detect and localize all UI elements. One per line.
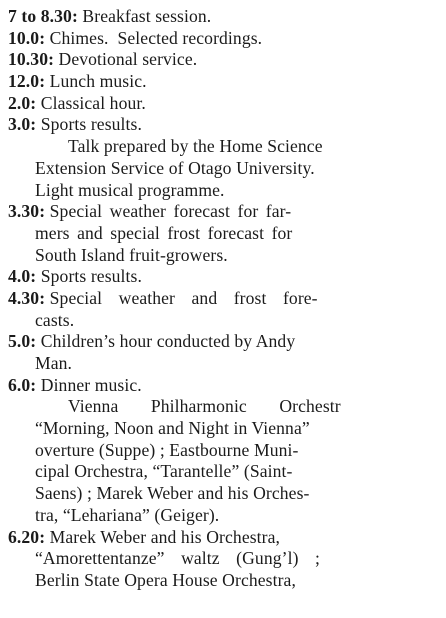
entry-text: Lunch music. [49,71,147,92]
entry-detail-line: overture (Suppe) ; Eastbourne Muni- [35,439,299,460]
entry-continuation: casts. [35,309,75,330]
programme-entry [8,28,444,50]
entry-text: Children’s hour conducted by Andy [40,331,296,352]
entry-continuation: Berlin State Opera House Orchestra, [35,569,296,590]
entry-detail-line: Extension Service of Otago University. [35,157,315,178]
entry-text: Classical hour. [40,92,146,113]
programme-entry [8,93,444,115]
entry-continuation: Man. [35,353,73,373]
entry-detail-line: Saens) ; Marek Weber and his Orches- [35,483,310,504]
entry-continuation: South Island fruit-growers. [35,244,228,265]
entry-text: Dinner music. [40,374,142,395]
programme-entry [8,527,444,592]
entry-text: Special weather forecast for far- [49,201,292,222]
programme-entry [8,266,444,288]
entry-time: 5.0: [8,331,37,352]
entry-continuation: “Amorettentanze” waltz (Gung’l) ; [35,548,321,569]
entry-time: 2.0: [8,92,37,113]
entry-detail-line: Vienna Philharmonic Orchestr [68,396,341,417]
entry-continuation: mers and special frost forecast for [35,222,293,243]
entry-time: 6.20: [8,526,46,547]
entry-time: 10.0: [8,27,46,48]
radio-programme-column [8,6,444,592]
entry-time: 12.0: [8,71,46,92]
entry-detail-line: “Morning, Noon and Night in Vienna” [35,418,310,439]
entry-time: 4.0: [8,266,37,287]
entry-text: Sports results. [40,114,142,135]
programme-entry [8,6,444,28]
programme-entry [8,49,444,71]
entry-time: 10.30: [8,49,55,70]
entry-text: Sports results. [40,266,142,287]
entry-time: 7 to 8.30: [8,6,78,26]
programme-entry [8,331,444,374]
programme-entry [8,288,444,331]
entry-text: Breakfast session. [82,6,212,26]
programme-entry [8,114,444,201]
entry-time: 3.30: [8,201,46,222]
entry-detail-line: tra, “Lehariana” (Geiger). [35,504,220,525]
entry-detail-line: cipal Orchestra, “Tarantelle” (Saint- [35,461,293,482]
entry-text: Special weather and frost fore- [49,287,318,308]
entry-detail-line: Light musical programme. [35,179,225,200]
programme-entry [8,375,444,527]
entry-text: Devotional service. [58,49,198,70]
programme-entry [8,201,444,266]
entry-time: 6.0: [8,374,37,395]
programme-entry [8,71,444,93]
entry-text: Chimes. Selected recordings. [49,27,263,48]
entry-time: 3.0: [8,114,37,135]
entry-text: Marek Weber and his Orchestra, [49,526,281,547]
entry-time: 4.30: [8,287,46,308]
entry-detail-line: Talk prepared by the Home Science [68,136,323,157]
